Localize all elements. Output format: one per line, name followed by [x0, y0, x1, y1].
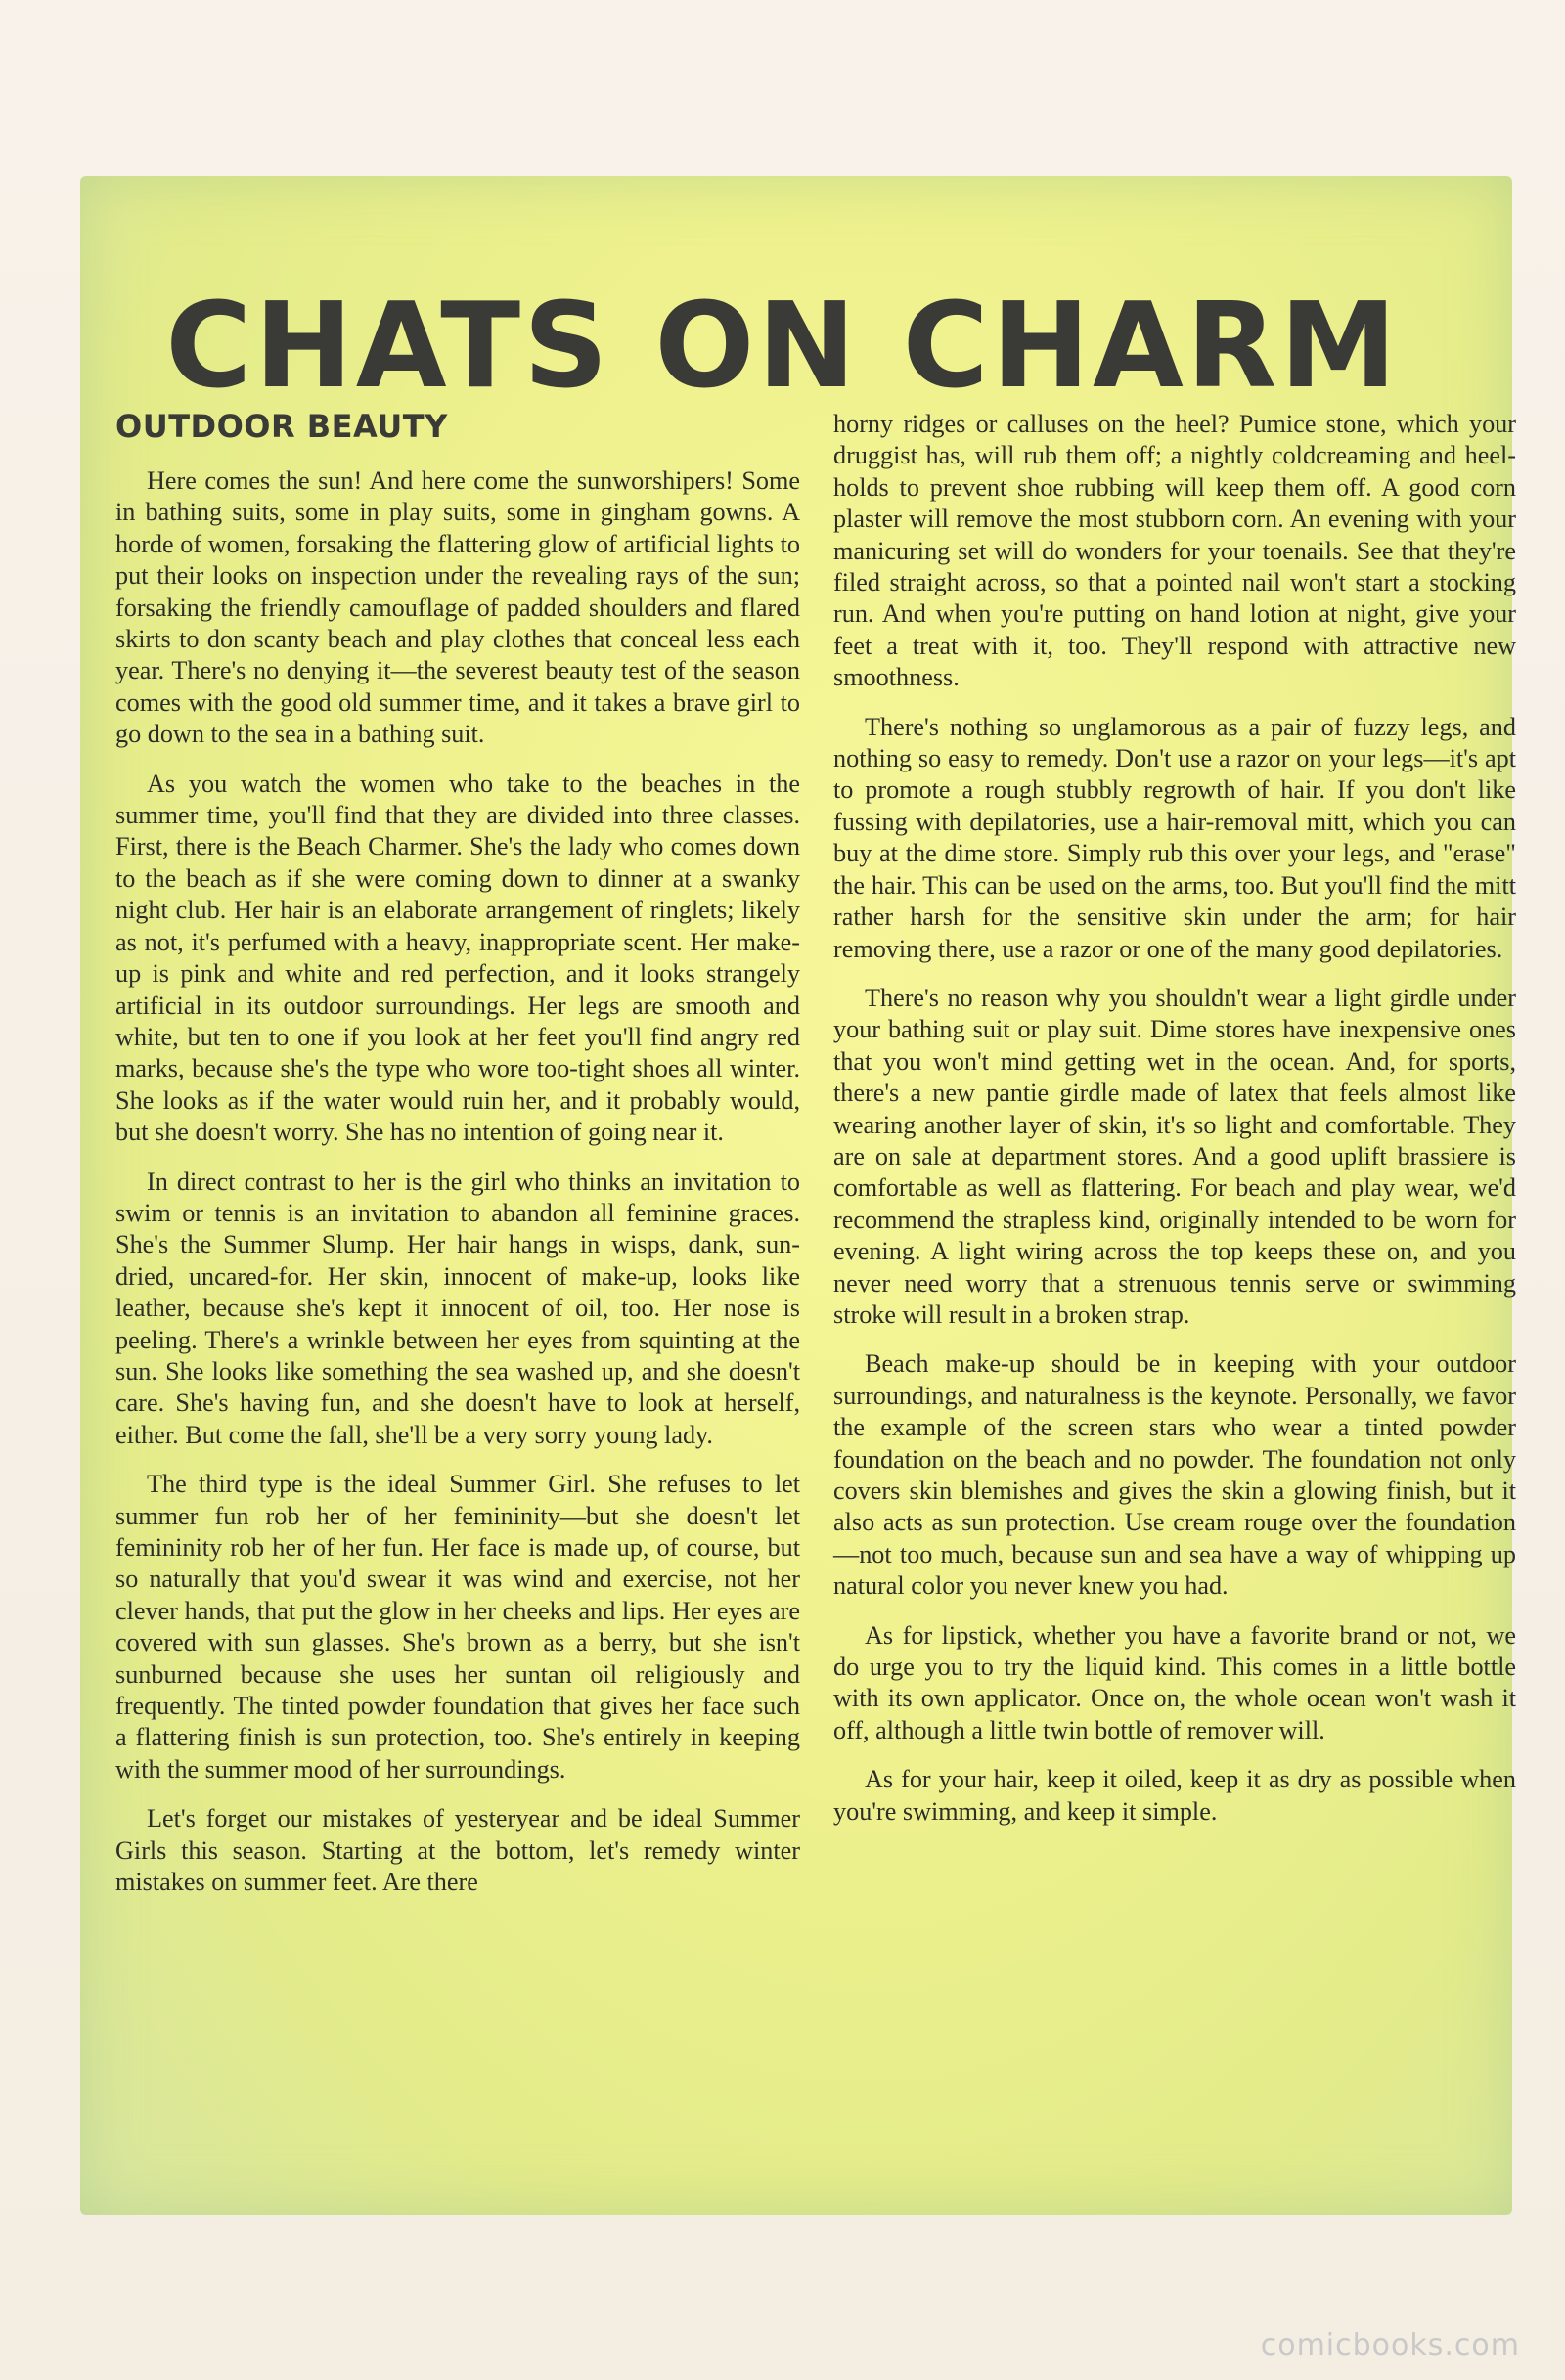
paragraph: Here comes the sun! And here come the sunworshipers! Some in bathing suits, some in play suits, some in gingham gowns. A horde of women, forsaking the flattering glow of artificial lights to put their looks on inspection under the revealing rays of the sun; forsaking the friendly camouflage of padded shoulders and flared skirts to don scanty beach and play clothes that conceal less each year. There's no denying it—the severest beauty test of the season comes with the good old summer time, and it takes a brave girl to go down to the sea in a bathing suit. — [115, 466, 800, 749]
page-title: CHATS ON CHARM — [165, 279, 1400, 416]
paragraph: There's nothing so unglamorous as a pair of fuzzy legs, and nothing so easy to remedy. Don't use a razor on your legs—it's apt to promote a rough stubbly regrowth of hair. If you don't like fussing with depilatories, use a hair-removal mitt, which you can buy at the dime store. Simply rub this over your legs, and "erase" the hair. This can be used on the arms, too. But you'll find the mitt rather harsh for the sensitive skin under the arm; for hair removing there, use a razor or one of the many good depilatories. — [833, 712, 1516, 963]
paragraph: The third type is the ideal Summer Girl. She refuses to let summer fun rob her of her femininity—but she doesn't let femininity rob her of her fun. Her face is made up, of course, but so naturally that you'd swear it was wind and exercise, not her clever hands, that put the glow in her cheeks and lips. Her eyes are covered with sun glasses. She's brown as a berry, but she isn't sunburned because she uses her suntan oil religiously and frequently. The tinted powder foundation that gives her face such a flattering finish is sun protection, too. She's entirely in keeping with the summer mood of her surroundings. — [115, 1470, 800, 1784]
paragraph: Let's forget our mistakes of yesteryear and be ideal Summer Girls this season. Starting at the bottom, let's remedy winter mistakes on summer feet. Are there — [115, 1804, 800, 1897]
paragraph: As for lipstick, whether you have a favorite brand or not, we do urge you to try the liquid kind. This comes in a little bottle with its own applicator. Once on, the whole ocean won't wash it off, although a little twin bottle of remover will. — [833, 1620, 1516, 1744]
section-heading: OUTDOOR BEAUTY — [115, 408, 448, 445]
left-column — [115, 409, 800, 1916]
right-column — [833, 409, 1516, 1845]
paragraph: In direct contrast to her is the girl who thinks an invitation to swim or tennis is an invitation to abandon all feminine graces. She's the Summer Slump. Her hair hangs in wisps, dank, sun-dried, uncared-for. Her skin, innocent of make-up, looks like leather, because she's kept it innocent of oil, too. Her nose is peeling. There's a wrinkle between her eyes from squinting at the sun. She looks like something the sea washed up, and she doesn't care. She's having fun, and she doesn't have to look at herself, either. But come the fall, she'll be a very sorry young lady. — [115, 1167, 800, 1449]
paragraph: As you watch the women who take to the beaches in the summer time, you'll find that they are divided into three classes. First, there is the Beach Charmer. She's the lady who comes down to the beach as if she were coming down to dinner at a swanky night club. Her hair is an elaborate arrangement of ringlets; likely as not, it's perfumed with a heavy, inappropriate scent. Her make-up is pink and white and red perfection, and it looks strangely artificial in its outdoor surroundings. Her legs are smooth and white, but ten to one if you look at her feet you'll find angry red marks, because she's the type who wore too-tight shoes all winter. She looks as if the water would ruin her, and it probably would, but she doesn't worry. She has no intention of going near it. — [115, 769, 800, 1147]
paragraph: horny ridges or calluses on the heel? Pumice stone, which your druggist has, will rub them off; a nightly coldcreaming and heel-holds to prevent shoe rubbing will keep them off. A good corn plaster will remove the most stubborn corn. An evening with your manicuring set will do wonders for your toenails. See that they're filed straight across, so that a pointed nail won't start a stocking run. And when you're putting on hand lotion at night, give your feet a treat with it, too. They'll respond with attractive new smoothness. — [833, 410, 1516, 692]
paragraph: As for your hair, keep it oiled, keep it as dry as possible when you're swimming, and keep it simple. — [833, 1765, 1516, 1826]
paragraph: There's no reason why you shouldn't wear a light girdle under your bathing suit or play suit. Dime stores have inexpensive ones that you won't mind getting wet in the ocean. And, for sports, there's a new pantie girdle made of latex that feels almost like wearing another layer of skin, it's so light and comfortable. They are on sale at department stores. And a good uplift brassiere is comfortable as well as flattering. For beach and play wear, we'd recommend the strapless kind, originally intended to be worn for evening. A light wiring across the top keeps these on, and you never need worry that a strenuous tennis serve or swimming stroke will result in a broken strap. — [833, 983, 1516, 1329]
paragraph: Beach make-up should be in keeping with your outdoor surroundings, and naturalness is the keynote. Personally, we favor the example of the screen stars who wear a tinted powder foundation on the beach and no powder. The foundation not only covers skin blemishes and gives the skin a glowing finish, but it also acts as sun protection. Use cream rouge over the foundation—not too much, because sun and sea have a way of whipping up natural color you never knew you had. — [833, 1349, 1516, 1601]
watermark: comicbooks.com — [1260, 2328, 1520, 2362]
